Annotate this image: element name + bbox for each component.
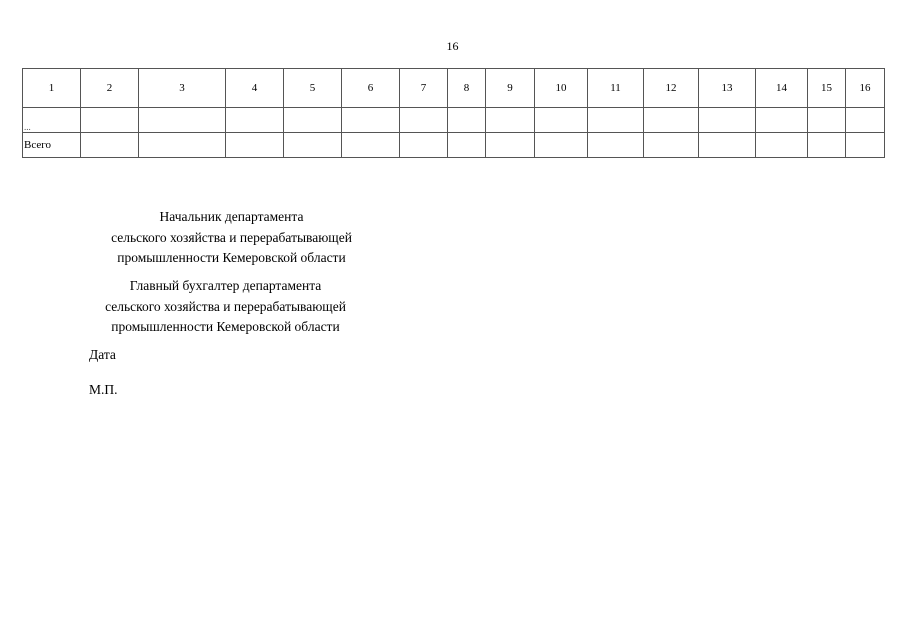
column-header: 6 [342, 69, 400, 108]
head-title-line: сельского хозяйства и перерабатывающей [111, 229, 352, 245]
column-header: 5 [284, 69, 342, 108]
table-cell [535, 133, 588, 158]
row-label: Всего [23, 133, 81, 158]
column-header: 8 [448, 69, 486, 108]
table-cell [284, 133, 342, 158]
table-cell [139, 133, 226, 158]
column-header: 2 [81, 69, 139, 108]
table-cell [644, 133, 699, 158]
table-cell [342, 108, 400, 133]
table-cell [808, 108, 846, 133]
table-cell [400, 108, 448, 133]
head-signature-block [88, 207, 375, 269]
table-cell [535, 108, 588, 133]
column-header: 3 [139, 69, 226, 108]
date-label: Дата [89, 347, 116, 362]
table-cell [400, 133, 448, 158]
accountant-title-line: Главный бухгалтер департамента [129, 278, 322, 293]
table-cell [139, 108, 226, 133]
total-row [23, 133, 885, 158]
table-cell [699, 108, 756, 133]
accountant-title-line: промышленности Кемеровской области [111, 319, 340, 334]
table-cell [486, 133, 535, 158]
head-title-line: промышленности Кемеровской области [117, 250, 346, 265]
column-header: 16 [846, 69, 885, 108]
table-cell [846, 108, 885, 133]
column-header: 14 [756, 69, 808, 108]
table-cell [448, 108, 486, 133]
accountant-signature-block [88, 276, 363, 338]
column-number-row [23, 69, 885, 108]
column-header: 9 [486, 69, 535, 108]
data-table [22, 68, 885, 158]
stamp-label: М.П. [89, 382, 118, 397]
table-cell [81, 108, 139, 133]
column-header: 13 [699, 69, 756, 108]
table-cell [644, 108, 699, 133]
row-label: ... [23, 108, 81, 133]
table-cell [846, 133, 885, 158]
table-cell [226, 133, 284, 158]
table-cell [448, 133, 486, 158]
table-cell [588, 108, 644, 133]
table-cell [284, 108, 342, 133]
column-header: 15 [808, 69, 846, 108]
table-cell [808, 133, 846, 158]
table-cell [588, 133, 644, 158]
column-header: 7 [400, 69, 448, 108]
table-cell [342, 133, 400, 158]
table-cell [756, 133, 808, 158]
column-header: 12 [644, 69, 699, 108]
table-cell [226, 108, 284, 133]
table-cell [756, 108, 808, 133]
column-header: 10 [535, 69, 588, 108]
column-header: 11 [588, 69, 644, 108]
table-cell [699, 133, 756, 158]
page-number: 16 [446, 39, 459, 53]
table-cell [486, 108, 535, 133]
head-title-line: Начальник департамента [159, 209, 304, 224]
table-row [23, 108, 885, 133]
column-header: 1 [23, 69, 81, 108]
accountant-title-line: сельского хозяйства и перерабатывающей [105, 298, 346, 314]
column-header: 4 [226, 69, 284, 108]
table-cell [81, 133, 139, 158]
